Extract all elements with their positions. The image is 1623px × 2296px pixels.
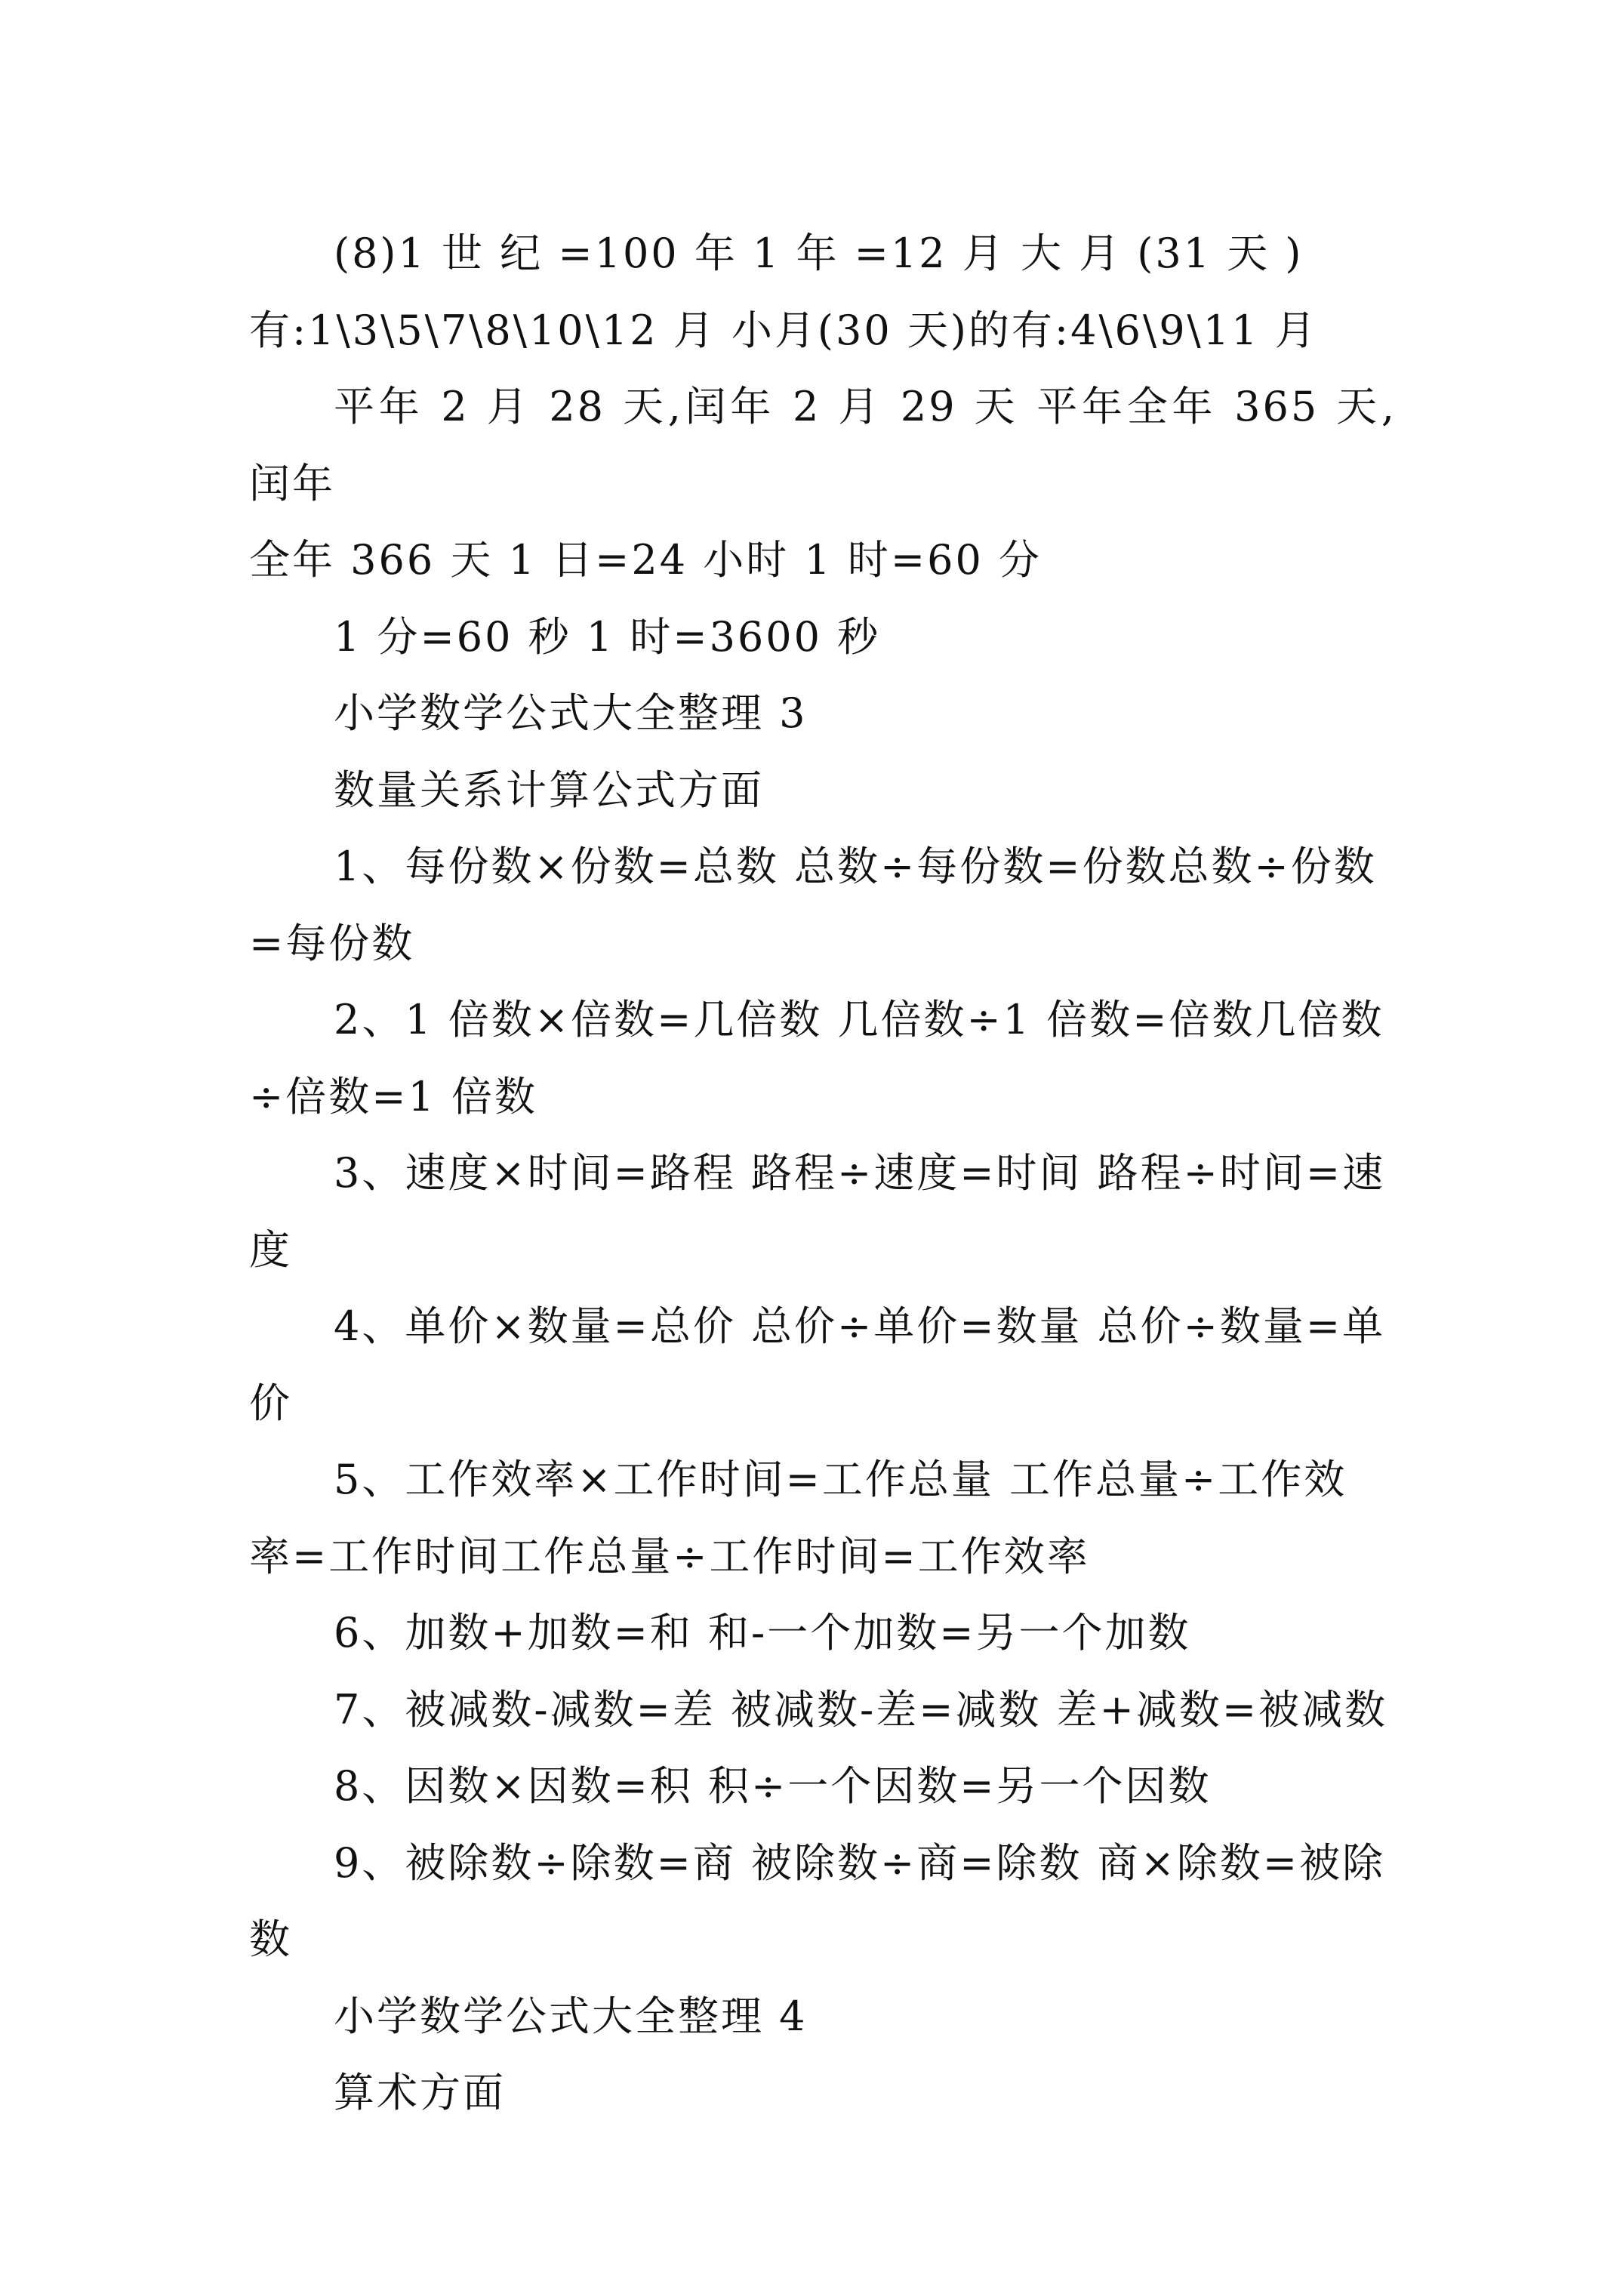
subsection-heading-arithmetic	[249, 2054, 1397, 2131]
text-line: 有:1\3\5\7\8\10\12 月 小月(30 天)的有:4\6\9\11 月	[249, 306, 1318, 354]
paragraph-time-units	[249, 215, 1397, 368]
text-line: 9、被除数÷除数=商 被除数÷商=除数 商×除数=被除	[334, 1838, 1386, 1887]
heading-text: 数量关系计算公式方面	[334, 766, 764, 814]
text-line: 4、单价×数量=总价 总价÷单价=数量 总价÷数量=单	[334, 1302, 1386, 1350]
text-line: 2、1 倍数×倍数=几倍数 几倍数÷1 倍数=倍数几倍数	[334, 996, 1384, 1043]
text-line: 3、速度×时间=路程 路程÷速度=时间 路程÷时间=速	[334, 1149, 1386, 1197]
text-line: 8、因数×因数=积 积÷一个因数=另一个因数	[334, 1762, 1212, 1810]
formula-item-4	[249, 1288, 1397, 1441]
heading-text: 小学数学公式大全整理 4	[334, 1992, 808, 2040]
text-line: 1、每份数×份数=总数 总数÷每份数=份数总数÷份数	[334, 843, 1377, 890]
formula-item-3	[249, 1135, 1397, 1288]
formula-item-6	[249, 1595, 1397, 1672]
formula-item-1	[249, 828, 1397, 982]
heading-text: 算术方面	[334, 2069, 506, 2116]
text-line: =每份数	[249, 919, 415, 967]
text-line: 价	[249, 1379, 292, 1427]
text-line: ÷倍数=1 倍数	[249, 1072, 538, 1120]
text-line: 7、被减数-减数=差 被减数-差=减数 差+减数=被减数	[334, 1685, 1388, 1734]
text-line: 平年 2 月 28 天,闰年 2 月 29 天 平年全年 365 天, 闰年	[249, 383, 1397, 507]
formula-item-5	[249, 1441, 1397, 1595]
document-body	[249, 215, 1397, 2131]
subsection-heading-quantity	[249, 752, 1397, 829]
text-line: 率=工作时间工作总量÷工作时间=工作效率	[249, 1532, 1090, 1580]
text-line: 5、工作效率×工作时间=工作总量 工作总量÷工作效	[334, 1456, 1347, 1503]
section-heading-4	[249, 1978, 1397, 2055]
text-line: 数	[249, 1915, 292, 1963]
text-line: 6、加数+加数=和 和-一个加数=另一个加数	[334, 1609, 1191, 1657]
text-line: (8)1 世 纪 =100 年 1 年 =12 月 大 月 (31 天 )	[334, 230, 1304, 277]
text-line: 1 分=60 秒 1 时=3600 秒	[334, 612, 881, 661]
section-heading-3	[249, 675, 1397, 752]
heading-text: 小学数学公式大全整理 3	[334, 689, 808, 737]
text-line: 全年 366 天 1 日=24 小时 1 时=60 分	[249, 536, 1042, 584]
formula-item-8	[249, 1748, 1397, 1825]
paragraph-minutes	[249, 599, 1397, 676]
formula-item-2	[249, 982, 1397, 1135]
paragraph-year-days	[249, 368, 1397, 599]
formula-item-9	[249, 1825, 1397, 1978]
formula-item-7	[249, 1672, 1397, 1749]
text-line: 度	[249, 1225, 292, 1274]
